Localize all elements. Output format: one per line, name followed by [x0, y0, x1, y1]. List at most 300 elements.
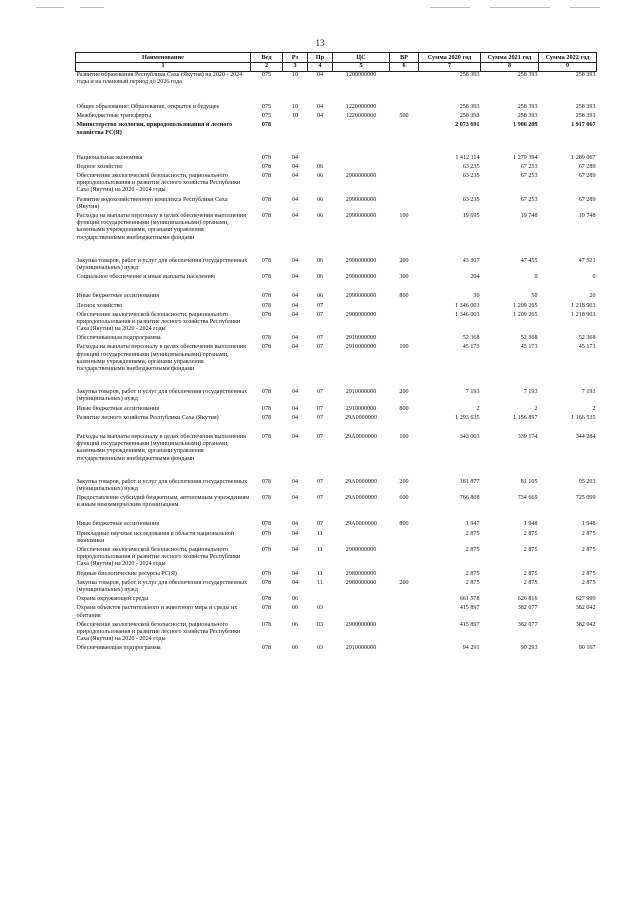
cell-vr [390, 104, 419, 113]
cell-pr: 07 [316, 521, 324, 528]
cell-sum-2021: 52 368 [520, 335, 538, 342]
table-row [76, 495, 597, 521]
cell-pr: 06 [316, 257, 324, 264]
cell-vr [390, 71, 419, 104]
cell-sum-2022: 1 218 903 [571, 302, 596, 309]
cell-pr: 06 [316, 293, 324, 300]
cell-sum-2022: 52 368 [578, 335, 596, 342]
col-header-pr: Пр [308, 53, 333, 63]
scan-header-marks [0, 7, 640, 13]
cell-rz: 06 [291, 605, 299, 612]
table-row [76, 580, 597, 596]
cell-rz: 04 [291, 196, 299, 203]
cell-sum-2021: 2 875 [523, 579, 538, 586]
cell-cs [333, 155, 390, 164]
cell-sum-2021: 2 875 [523, 547, 538, 554]
cell-vr: 800 [399, 405, 409, 412]
cell-name: Прикладные научные исследования в области национальной экономики [76, 530, 235, 544]
cell-pr: 03 [316, 645, 324, 652]
cell-vr: 300 [399, 274, 409, 281]
cell-vr: 100 [399, 433, 409, 440]
cell-sum-2021: 2 875 [523, 570, 538, 577]
cell-vr: 200 [399, 257, 409, 264]
cell-vr [390, 335, 419, 344]
cell-pr [308, 155, 333, 164]
table-row [76, 213, 597, 258]
cell-ved: 078 [261, 521, 272, 528]
cell-sum-2020: 258 393 [459, 103, 480, 110]
cell-sum-2020: 63 235 [462, 163, 480, 170]
cell-name: Обеспечение экологической безопасности, рационального природопользования и развитие лесного хозяйства Республики Саха (Якутия) на 2020 - 2024 годы [76, 311, 241, 333]
cell-ved: 078 [261, 495, 272, 502]
cell-ved: 078 [261, 274, 272, 281]
cell-pr: 04 [316, 71, 324, 78]
cell-cs: 29А0000000 [345, 433, 377, 440]
cell-sum-2022: 1 166 535 [571, 414, 596, 421]
cell-rz: 06 [291, 645, 299, 652]
cell-cs [333, 531, 390, 547]
cell-name: Национальная экономика [76, 154, 143, 161]
cell-vr: 200 [399, 478, 409, 485]
cell-rz: 04 [291, 478, 299, 485]
col-header-sum-2021: Сумма 2021 год [481, 53, 539, 63]
cell-sum-2022: 2 875 [581, 530, 596, 537]
cell-sum-2021: 67 253 [520, 196, 538, 203]
cell-sum-2020: 661 578 [459, 596, 480, 603]
cell-pr: 11 [317, 579, 323, 586]
cell-cs: 2910000000 [345, 389, 377, 396]
table-row [76, 521, 597, 530]
cell-vr [390, 596, 419, 605]
cell-cs: 2900000000 [345, 621, 377, 628]
table-row [76, 164, 597, 173]
table-row [76, 197, 597, 213]
cell-sum-2022: 258 393 [575, 113, 596, 120]
cell-sum-2022: 258 393 [575, 71, 596, 78]
cell-ved: 078 [261, 311, 272, 318]
cell-vr [390, 155, 419, 164]
cell-sum-2021: 258 393 [517, 103, 538, 110]
cell-sum-2022: 1 917 067 [571, 122, 596, 129]
cell-pr: 07 [316, 495, 324, 502]
cell-sum-2020: 181 877 [459, 478, 480, 485]
header-row [76, 53, 597, 63]
cell-cs [333, 164, 390, 173]
cell-pr: 06 [316, 196, 324, 203]
cell-rz [283, 122, 308, 154]
cell-sum-2021: 67 253 [520, 163, 538, 170]
col-header-sum-2022: Сумма 2022 год [539, 53, 597, 63]
cell-cs: 2990000000 [345, 196, 377, 203]
cell-sum-2021: 1 209 265 [513, 311, 538, 318]
cell-name: Министерство экологии, природопользования и лесного хозяйства РС(Я) [76, 122, 232, 136]
cell-rz: 04 [291, 293, 299, 300]
cell-sum-2020: 63 235 [462, 173, 480, 180]
cell-sum-2022: 258 393 [575, 103, 596, 110]
cell-sum-2021: 258 393 [517, 71, 538, 78]
cell-ved: 078 [261, 196, 272, 203]
cell-cs: 2990000000 [345, 274, 377, 281]
cell-name: Закупка товаров, работ и услуг для обеспечения государственных (муниципальных) нужд [76, 579, 248, 593]
cell-sum-2020: 2 073 691 [455, 122, 480, 129]
cell-cs: 2980000000 [345, 579, 377, 586]
cell-sum-2022: 7 193 [581, 389, 596, 396]
cell-pr: 06 [316, 173, 324, 180]
col-header-ved: Вед [251, 53, 283, 63]
table-row [76, 434, 597, 479]
col-number: 8 [481, 63, 539, 71]
cell-sum-2021: 382 077 [517, 621, 538, 628]
cell-rz: 04 [291, 579, 299, 586]
cell-ved: 075 [261, 113, 272, 120]
cell-rz: 04 [291, 570, 299, 577]
cell-rz: 04 [291, 257, 299, 264]
cell-name: Обеспечение экологической безопасности, рационального природопользования и развитие лесного хозяйства Республики Саха (Якутия) на 2020 - 2024 годы [76, 621, 241, 643]
cell-sum-2020: 343 003 [459, 433, 480, 440]
cell-pr: 03 [316, 605, 324, 612]
cell-sum-2020: 2 875 [465, 570, 480, 577]
cell-sum-2022: 1 948 [581, 521, 596, 528]
col-number: 2 [251, 63, 283, 71]
cell-name: Охрана объектов растительного и животного мира и среды их обитания [76, 605, 238, 619]
cell-sum-2020: 43 307 [462, 257, 480, 264]
cell-sum-2022: 19 748 [578, 213, 596, 220]
cell-name: Расходы на выплаты персоналу в целях обеспечения выполнения функций государственными (муниципальными) органами, казенными учреждениями, органами управления государственными внебюджетными фондами [76, 213, 246, 241]
table-row [76, 406, 597, 415]
cell-vr [390, 605, 419, 621]
cell-cs: 2910000000 [345, 344, 377, 351]
cell-rz: 04 [291, 521, 299, 528]
cell-rz: 04 [291, 433, 299, 440]
cell-ved: 078 [261, 414, 272, 421]
cell-name: Расходы на выплаты персоналу в целях обеспечения выполнения функций государственными (муниципальными) органами, казенными учреждениями, органами управления государственными внебюджетными фондами [76, 433, 246, 462]
cell-pr: 11 [317, 547, 323, 554]
cell-vr: 200 [399, 389, 409, 396]
cell-sum-2020: 204 [470, 274, 480, 281]
cell-pr: 11 [317, 530, 323, 537]
table-row [76, 258, 597, 274]
cell-sum-2020: 45 173 [462, 344, 480, 351]
cell-rz: 04 [291, 302, 299, 309]
cell-pr: 03 [316, 621, 324, 628]
cell-cs: 1220000000 [345, 103, 377, 110]
cell-sum-2021: 1 156 897 [513, 414, 538, 421]
cell-vr [390, 645, 419, 654]
cell-ved: 078 [261, 605, 272, 612]
cell-pr: 04 [316, 103, 324, 110]
cell-name: Лесное хозяйство [76, 302, 123, 309]
cell-pr: 07 [316, 344, 324, 351]
cell-sum-2020: 1 412 114 [455, 154, 480, 161]
cell-sum-2021: 1 906 209 [513, 122, 538, 129]
cell-sum-2021: 45 173 [520, 344, 538, 351]
cell-sum-2021: 0 [534, 274, 538, 281]
cell-vr [390, 197, 419, 213]
cell-ved: 078 [261, 579, 272, 586]
cell-rz: 04 [291, 405, 299, 412]
cell-sum-2021: 1 209 265 [513, 302, 538, 309]
cell-name: Межбюджетные трансферты [76, 113, 152, 120]
cell-vr [390, 622, 419, 646]
cell-sum-2020: 1 346 003 [455, 302, 480, 309]
cell-rz: 04 [291, 154, 299, 161]
col-number: 1 [76, 63, 251, 71]
cell-sum-2021: 339 174 [517, 433, 538, 440]
table-row [76, 605, 597, 621]
cell-sum-2021: 7 193 [523, 389, 538, 396]
cell-ved: 078 [261, 293, 272, 300]
table-row [76, 173, 597, 197]
cell-rz: 10 [291, 113, 299, 120]
cell-sum-2022: 45 173 [578, 344, 596, 351]
cell-cs: 2900000000 [345, 547, 377, 554]
cell-name: Водные биологические ресурсы РС(Я) [76, 570, 177, 577]
cell-vr [390, 164, 419, 173]
cell-sum-2020: 2 875 [465, 547, 480, 554]
cell-pr: 11 [317, 570, 323, 577]
cell-cs [333, 605, 390, 621]
cell-name: Обеспечение экологической безопасности, рационального природопользования и развитие лесного хозяйства Республики Саха (Якутия) на 2020 - 2024 годы [76, 173, 241, 194]
table-row [76, 596, 597, 605]
cell-ved: 078 [261, 478, 272, 485]
col-header-name: Наименование [76, 53, 251, 63]
cell-rz: 04 [291, 311, 299, 318]
cell-name: Закупка товаров, работ и услуг для обеспечения государственных (муниципальных) нужд [76, 257, 248, 271]
cell-vr: 100 [399, 344, 409, 351]
cell-cs [333, 596, 390, 605]
cell-sum-2022: 627 999 [575, 596, 596, 603]
cell-ved: 078 [261, 621, 272, 628]
column-number-row [76, 63, 597, 71]
cell-name: Обеспечивающая подпрограмма [76, 335, 161, 342]
cell-pr: 06 [316, 274, 324, 281]
cell-vr [390, 173, 419, 197]
cell-pr: 06 [316, 213, 324, 220]
cell-vr: 800 [399, 293, 409, 300]
table-row [76, 389, 597, 405]
cell-sum-2022: 382 042 [575, 605, 596, 612]
table-row [76, 113, 597, 122]
table-body [76, 71, 597, 654]
cell-sum-2022: 2 [592, 405, 596, 412]
cell-rz: 10 [291, 103, 299, 110]
cell-pr: 07 [316, 433, 324, 440]
table-row [76, 622, 597, 646]
cell-cs: 29А0000000 [345, 414, 377, 421]
cell-sum-2020: 52 368 [462, 335, 480, 342]
cell-sum-2021: 19 748 [520, 213, 538, 220]
cell-cs: 2900000000 [345, 311, 377, 318]
cell-sum-2022: 2 875 [581, 547, 596, 554]
table-row [76, 645, 597, 654]
cell-name: Общее образование: Образование, открытое в будущее [76, 103, 220, 110]
cell-vr: 200 [399, 579, 409, 586]
cell-ved: 075 [261, 71, 272, 78]
cell-sum-2021: 50 [531, 293, 538, 300]
cell-sum-2020: 2 [476, 405, 480, 412]
cell-ved: 078 [261, 154, 272, 161]
cell-cs: 2910000000 [345, 405, 377, 412]
cell-pr: 07 [316, 335, 324, 342]
cell-pr: 07 [316, 311, 324, 318]
cell-sum-2020: 1 947 [465, 521, 480, 528]
cell-sum-2022: 2 875 [581, 570, 596, 577]
cell-sum-2022: 67 289 [578, 173, 596, 180]
cell-sum-2020: 415 897 [459, 621, 480, 628]
col-header-rz: Рз [283, 53, 308, 63]
budget-table [75, 52, 597, 654]
table-row [76, 122, 597, 154]
cell-sum-2021: 1 948 [523, 521, 538, 528]
cell-sum-2020: 1 346 003 [455, 311, 480, 318]
cell-sum-2021: 47 455 [520, 257, 538, 264]
cell-sum-2021: 734 669 [517, 495, 538, 502]
cell-vr [390, 122, 419, 154]
cell-rz: 04 [291, 344, 299, 351]
cell-name: Иные бюджетные ассигнования [76, 293, 160, 300]
cell-sum-2021: 90 293 [520, 645, 538, 652]
cell-sum-2020: 63 235 [462, 196, 480, 203]
cell-sum-2021: 81 105 [520, 478, 538, 485]
cell-sum-2022: 1 289 067 [571, 154, 596, 161]
cell-sum-2022: 47 521 [578, 257, 596, 264]
cell-pr [308, 122, 333, 154]
cell-name: Обеспечение экологической безопасности, рационального природопользования и развитие лесного хозяйства Республики Саха (Якутия) на 2020 - 2024 годы [76, 547, 241, 568]
cell-rz: 04 [291, 547, 299, 554]
cell-rz: 04 [291, 335, 299, 342]
col-number: 5 [333, 63, 390, 71]
cell-name: Обеспечивающая подпрограмма [76, 645, 161, 652]
cell-sum-2020: 2 875 [465, 530, 480, 537]
cell-sum-2021: 2 875 [523, 530, 538, 537]
table-row [76, 303, 597, 312]
cell-rz: 04 [291, 495, 299, 502]
cell-rz: 04 [291, 163, 299, 170]
col-number: 7 [419, 63, 481, 71]
cell-rz: 04 [291, 173, 299, 180]
cell-sum-2020: 94 291 [462, 645, 480, 652]
cell-ved: 078 [261, 389, 272, 396]
cell-sum-2020: 1 293 635 [455, 414, 480, 421]
cell-name: Развитие лесного хозяйства Республики Саха (Якутия) [76, 414, 219, 421]
cell-sum-2022: 67 289 [578, 163, 596, 170]
cell-pr: 07 [316, 414, 324, 421]
cell-vr [390, 303, 419, 312]
table-row [76, 531, 597, 547]
cell-sum-2021: 258 393 [517, 113, 538, 120]
cell-pr: 06 [316, 163, 324, 170]
cell-rz: 04 [291, 530, 299, 537]
cell-cs: 2980000000 [345, 570, 377, 577]
table-row [76, 293, 597, 302]
cell-sum-2020: 30 [473, 293, 480, 300]
cell-vr [390, 571, 419, 580]
cell-ved: 078 [261, 122, 272, 129]
cell-pr: 07 [316, 405, 324, 412]
cell-sum-2020: 19 695 [462, 213, 480, 220]
table-row [76, 71, 597, 104]
cell-sum-2022: 382 042 [575, 621, 596, 628]
cell-sum-2020: 415 897 [459, 605, 480, 612]
cell-ved: 078 [261, 570, 272, 577]
table-row [76, 312, 597, 336]
cell-ved: 078 [261, 335, 272, 342]
cell-pr: 07 [316, 478, 324, 485]
cell-sum-2022: 0 [592, 274, 596, 281]
cell-rz: 06 [291, 596, 299, 603]
cell-ved: 078 [261, 344, 272, 351]
cell-cs [333, 303, 390, 312]
cell-vr: 800 [399, 521, 409, 528]
cell-sum-2020: 2 875 [465, 579, 480, 586]
cell-rz: 04 [291, 274, 299, 281]
col-number: 4 [308, 63, 333, 71]
col-number: 6 [390, 63, 419, 71]
cell-rz: 10 [291, 71, 299, 78]
cell-cs: 1220000000 [345, 113, 377, 120]
cell-ved: 078 [261, 405, 272, 412]
cell-vr [390, 547, 419, 571]
cell-pr: 07 [316, 302, 324, 309]
cell-sum-2020: 258 393 [459, 71, 480, 78]
cell-sum-2022: 2 875 [581, 579, 596, 586]
cell-rz: 06 [291, 621, 299, 628]
table-row [76, 274, 597, 293]
cell-ved: 078 [261, 302, 272, 309]
table-row [76, 104, 597, 113]
cell-vr: 100 [399, 213, 409, 220]
cell-ved: 078 [261, 645, 272, 652]
cell-rz: 04 [291, 389, 299, 396]
cell-sum-2021: 1 279 394 [513, 154, 538, 161]
cell-cs: 2990000000 [345, 257, 377, 264]
cell-vr [390, 312, 419, 336]
cell-sum-2022: 725 099 [575, 495, 596, 502]
cell-cs: 29А0000000 [345, 521, 377, 528]
cell-cs: 2900000000 [345, 173, 377, 180]
table-row [76, 344, 597, 389]
cell-cs: 29А0000000 [345, 478, 377, 485]
cell-sum-2020: 766 808 [459, 495, 480, 502]
cell-sum-2022: 20 [589, 293, 596, 300]
cell-sum-2022: 344 284 [575, 433, 596, 440]
table-row [76, 479, 597, 495]
col-header-cs: ЦС [333, 53, 390, 63]
cell-name: Иные бюджетные ассигнования [76, 521, 160, 528]
cell-sum-2020: 7 193 [465, 389, 480, 396]
cell-name: Развитие водохозяйственного комплекса Республики Саха (Якутия) [76, 196, 228, 210]
col-number: 3 [283, 63, 308, 71]
cell-cs: 2990000000 [345, 213, 377, 220]
cell-sum-2021: 2 [534, 405, 538, 412]
table-row [76, 415, 597, 434]
cell-ved: 078 [261, 173, 272, 180]
page-number: 13 [315, 38, 325, 48]
table-row [76, 155, 597, 164]
cell-sum-2021: 382 077 [517, 605, 538, 612]
col-header-sum-2020: Сумма 2020 год [419, 53, 481, 63]
cell-ved: 078 [261, 257, 272, 264]
cell-rz: 04 [291, 414, 299, 421]
cell-ved: 075 [261, 103, 272, 110]
cell-name: Расходы на выплаты персоналу в целях обеспечения выполнения функций государственными (муниципальными) органами, казенными учреждениями, органами управления государственными внебюджетными фондами [76, 344, 246, 373]
cell-cs: 29А0000000 [345, 495, 377, 502]
cell-name: Закупка товаров, работ и услуг для обеспечения государственных (муниципальных) нужд [76, 389, 248, 403]
cell-rz: 04 [291, 213, 299, 220]
cell-ved: 078 [261, 547, 272, 554]
cell-name: Социальное обеспечение и иные выплаты населению [76, 274, 216, 281]
cell-sum-2022: 1 218 903 [571, 311, 596, 318]
